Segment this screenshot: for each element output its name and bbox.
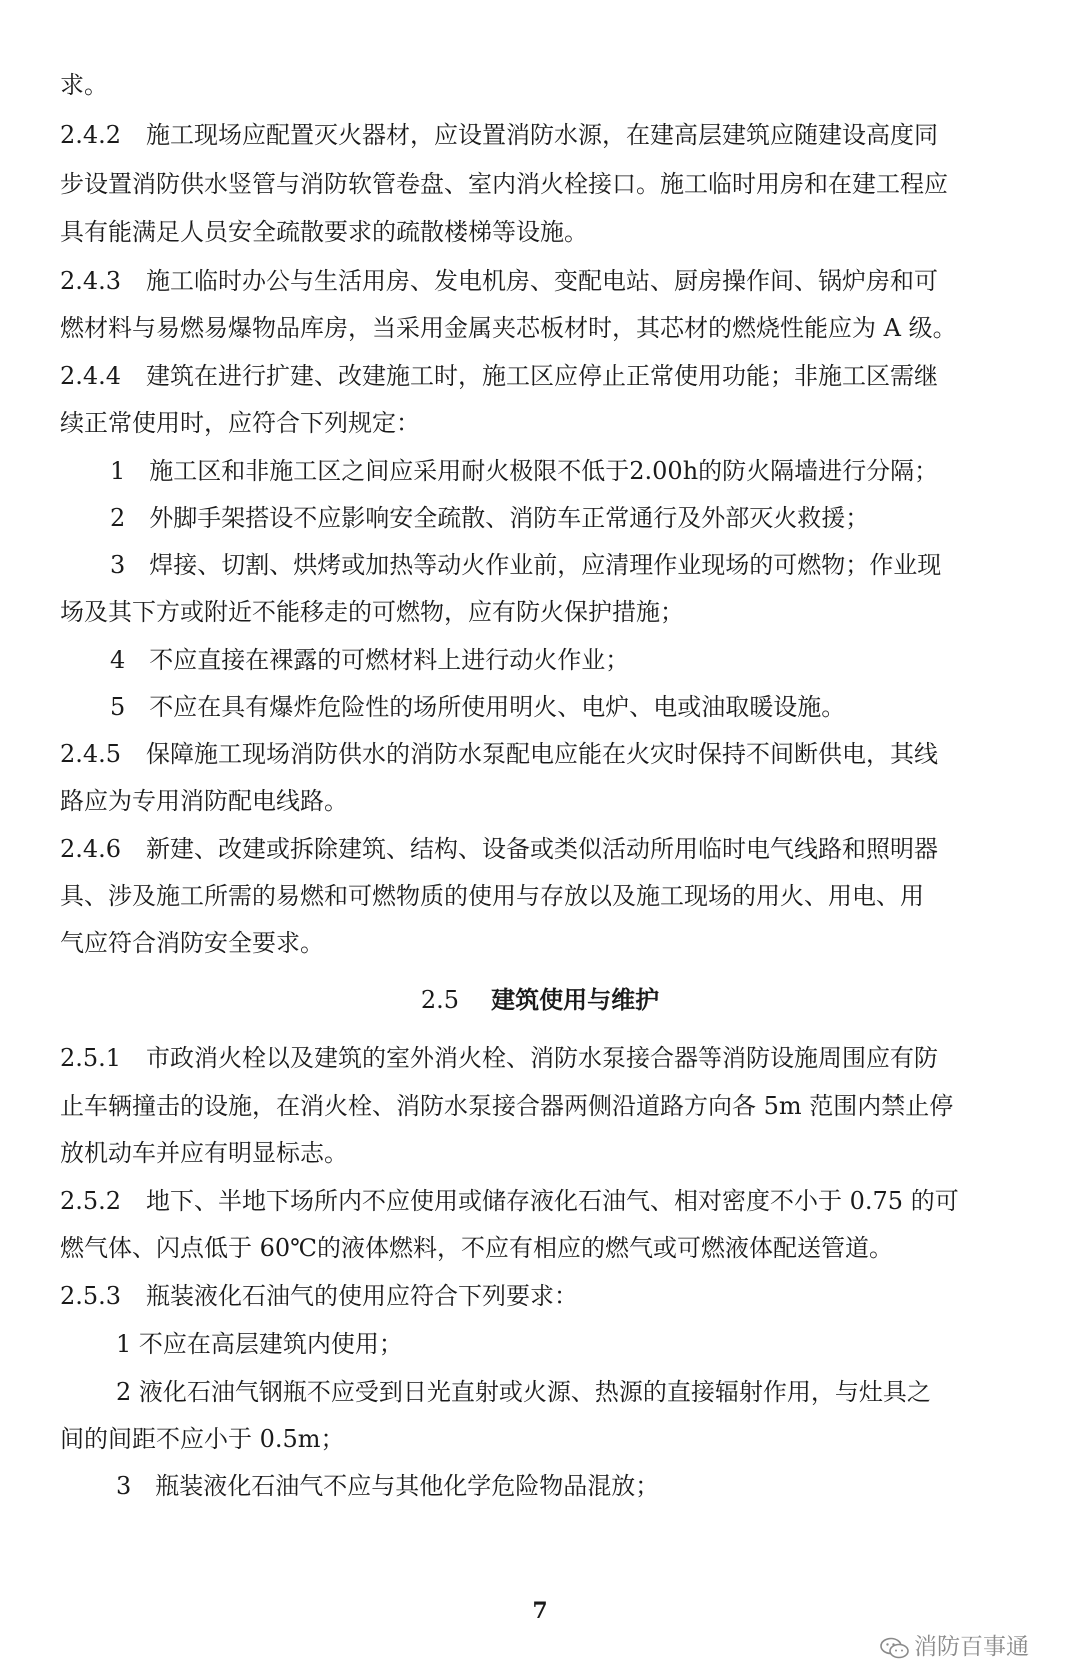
watermark-text: 消防百事通 <box>914 1634 1029 1660</box>
section-number: 2.5 <box>420 986 460 1014</box>
paragraph-line: 具有能满足人员安全疏散要求的疏散楼梯等设施。 <box>60 218 588 246</box>
section-heading <box>0 985 1080 1015</box>
paragraph-line: 新建、改建或拆除建筑、结构、设备或类似活动所用临时电气线路和照明器 <box>146 835 938 863</box>
list-item: 5 不应在具有爆炸危险性的场所使用明火、电炉、电或油取暖设施。 <box>110 693 846 721</box>
paragraph-line: 地下、半地下场所内不应使用或储存液化石油气、相对密度不小于 0.75 的可 <box>146 1187 959 1215</box>
paragraph-line: 气应符合消防安全要求。 <box>60 929 324 957</box>
watermark <box>880 1628 1029 1661</box>
clause-number: 2.4.5 <box>60 740 122 768</box>
list-item: 1 施工区和非施工区之间应采用耐火极限不低于2.00h的防火隔墙进行分隔； <box>110 457 939 485</box>
paragraph-line: 燃材料与易燃易爆物品库房，当采用金属夹芯板材时，其芯材的燃烧性能应为 A 级。 <box>60 314 957 342</box>
paragraph-line: 市政消火栓以及建筑的室外消火栓、消防水泵接合器等消防设施周围应有防 <box>146 1044 938 1072</box>
page-number: 7 <box>532 1598 548 1624</box>
paragraph-line: 施工现场应配置灭火器材，应设置消防水源，在建高层建筑应随建设高度同 <box>146 121 938 149</box>
list-item: 1 不应在高层建筑内使用； <box>116 1330 403 1358</box>
list-item: 3 焊接、切割、烘烤或加热等动火作业前，应清理作业现场的可燃物；作业现 <box>110 551 942 579</box>
paragraph-line: 场及其下方或附近不能移走的可燃物，应有防火保护措施； <box>60 598 684 626</box>
section-title: 建筑使用与维护 <box>491 985 660 1014</box>
paragraph-line: 步设置消防供水竖管与消防软管卷盘、室内消火栓接口。施工临时用房和在建工程应 <box>60 170 948 198</box>
paragraph-line: 具、涉及施工所需的易燃和可燃物质的使用与存放以及施工现场的用火、用电、用 <box>60 882 924 910</box>
list-item: 2 液化石油气钢瓶不应受到日光直射或火源、热源的直接辐射作用，与灶具之 <box>116 1378 931 1406</box>
paragraph-line: 燃气体、闪点低于 60℃的液体燃料，不应有相应的燃气或可燃液体配送管道。 <box>60 1234 894 1262</box>
clause-number: 2.5.2 <box>60 1187 122 1215</box>
paragraph-line: 续正常使用时，应符合下列规定： <box>60 409 420 437</box>
wechat-icon <box>880 1637 910 1659</box>
paragraph-line: 施工临时办公与生活用房、发电机房、变配电站、厨房操作间、锅炉房和可 <box>146 267 938 295</box>
paragraph-line: 保障施工现场消防供水的消防水泵配电应能在火灾时保持不间断供电，其线 <box>146 740 938 768</box>
clause-number: 2.4.2 <box>60 121 122 149</box>
paragraph-line: 间的间距不应小于 0.5m； <box>60 1425 345 1453</box>
paragraph-line: 建筑在进行扩建、改建施工时，施工区应停止正常使用功能；非施工区需继 <box>146 362 938 390</box>
list-item: 4 不应直接在裸露的可燃材料上进行动火作业； <box>110 646 630 674</box>
paragraph-line: 放机动车并应有明显标志。 <box>60 1139 348 1167</box>
paragraph-line: 瓶装液化石油气的使用应符合下列要求： <box>146 1282 578 1310</box>
paragraph-line: 求。 <box>60 71 108 99</box>
clause-number: 2.4.3 <box>60 267 122 295</box>
list-item: 2 外脚手架搭设不应影响安全疏散、消防车正常通行及外部灭火救援； <box>110 504 870 532</box>
clause-number: 2.5.1 <box>60 1044 122 1072</box>
paragraph-line: 路应为专用消防配电线路。 <box>60 787 348 815</box>
clause-number: 2.5.3 <box>60 1282 122 1310</box>
paragraph-line: 止车辆撞击的设施，在消火栓、消防水泵接合器两侧沿道路方向各 5m 范围内禁止停 <box>60 1092 954 1120</box>
list-item: 3 瓶装液化石油气不应与其他化学危险物品混放； <box>116 1472 660 1500</box>
clause-number: 2.4.6 <box>60 835 122 863</box>
clause-number: 2.4.4 <box>60 362 122 390</box>
